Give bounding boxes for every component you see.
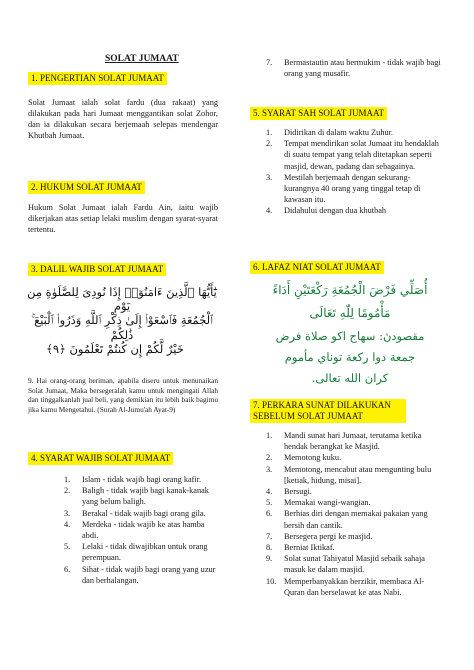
list-item-text: Didahului dengan dua khutbah — [284, 206, 387, 216]
quran-verse-line-1: يَٰٓأَيُّهَا ٱلَّذِينَ ءَامَنُوٓا۟ إِذَا نُودِىَ لِلصَّلَوٰةِ مِن يَوْمِ — [27, 285, 217, 313]
list-item-text: Berniat Iktikaf. — [284, 543, 335, 553]
list-item — [266, 57, 444, 79]
list-item — [266, 430, 444, 452]
list-item-number: 4. — [266, 487, 273, 497]
list-item-number: 2. — [266, 139, 273, 149]
section-heading-2: 2. HUKUM SOLAT JUMAAT — [28, 181, 145, 194]
list-item-number: 5. — [64, 542, 71, 552]
list-item-text: Berhias diri dengan memakai pakaian yang bersih dan cantik. — [284, 509, 428, 530]
niat-jawi-line-1: مقصودڽ: سهاج اکو صلاة فرض — [275, 329, 425, 343]
list-item-text: Memakai wangi-wangian. — [284, 498, 371, 508]
list-item-number: 1. — [266, 431, 273, 440]
list-item-text: Didirikan di dalam waktu Zuhur. — [284, 128, 393, 137]
list-item — [266, 531, 444, 542]
list-item — [266, 576, 444, 598]
list-item — [266, 452, 444, 463]
list-item-number: 3. — [64, 508, 71, 518]
list-item — [266, 486, 444, 497]
list-item-number: 7. — [266, 531, 273, 541]
list-item-number: 5. — [266, 498, 273, 508]
syarat-sah-list — [266, 127, 444, 217]
list-item-number: 1. — [266, 128, 273, 137]
perkara-sunat-list — [266, 430, 444, 598]
list-item — [64, 519, 218, 541]
section-heading-1: 1. PENGERTIAN SOLAT JUMAAT — [28, 72, 167, 85]
section-heading-6: 6. LAFAZ NIAT SOLAT JUMAAT — [250, 261, 384, 274]
list-item-number: 4. — [64, 519, 71, 529]
list-item-number: 6. — [64, 564, 71, 574]
list-item — [266, 127, 444, 138]
list-item — [266, 138, 444, 172]
list-item-number: 2. — [64, 486, 71, 496]
niat-jawi-line-2: جمعة دوا رکعة توناي مأموم — [284, 350, 416, 364]
list-item-number: 2. — [266, 453, 273, 463]
list-item-number: 3. — [266, 464, 273, 474]
list-item — [64, 508, 218, 519]
list-item-number: 1. — [64, 475, 71, 484]
list-item — [266, 542, 444, 553]
list-item-number: 10. — [266, 576, 277, 586]
list-item — [266, 205, 444, 216]
quran-verse-line-2: ٱلْجُمُعَةِ فَٱسْعَوْا۟ إِلَىٰ ذِكْرِ ٱللَّهِ وَذَرُوا۟ ٱلْبَيْعَ ۚ ذَٰلِكُمْ — [31, 313, 213, 342]
list-item — [64, 474, 218, 485]
list-item — [266, 172, 444, 206]
section-1-text: Solat Jumaat ialah solat fardu (dua rakaat) yang dilakukan pada hari Jumaat menggantikan solat Zohor, dan ia dilakukan secara berjemaah selepas mendengar Khutbah Jumaat. — [28, 98, 218, 140]
list-item-text: Berakal - tidak wajib bagi orang gila. — [82, 508, 206, 518]
niat-jawi-line-3: کران الله تعالى. — [311, 371, 389, 385]
list-item — [266, 553, 444, 575]
list-item-text: Bermastautin atau bermukim - tidak wajib bagi orang yang musafir. — [284, 58, 441, 79]
list-item-text: Solat sunat Tahiyatul Masjid sebaik sahaja masuk ke dalam masjid. — [284, 554, 425, 575]
list-item — [266, 464, 444, 486]
niat-arabic-line-2: مَأْمُومًا لِلّٰهِ تَعَالَى — [309, 306, 391, 320]
section-heading-5: 5. SYARAT SAH SOLAT JUMAAT — [250, 107, 387, 120]
list-item-number: 6. — [266, 509, 273, 519]
section-heading-4: 4. SYARAT WAJIB SOLAT JUMAAT — [28, 452, 173, 465]
section-heading-7: 7. PERKARA SUNAT DILAKUKAN SEBELUM SOLAT JUMAAT — [250, 399, 406, 423]
list-item-text: Lelaki - tidak diwajibkan untuk orang perempuan. — [82, 542, 208, 563]
list-item — [266, 497, 444, 508]
list-item-text: Baligh - tidak wajib bagi kanak-kanak yang belum baligh. — [82, 486, 209, 507]
list-item-text: Islam - tidak wajib bagi orang kafir. — [82, 475, 202, 484]
list-item — [266, 508, 444, 530]
list-item — [64, 541, 218, 563]
section-heading-3: 3. DALIL WAJIB SOLAT JUMAAT — [28, 263, 166, 276]
list-item-text: Mestilah berjemaah dengan sekurang-kurangnya 40 orang yang tinggal tetap di kawasan itu. — [284, 172, 421, 205]
list-item-number: 8. — [266, 543, 273, 553]
section-2-text: Hukum Solat Jumaat ialah Fardu Ain, iaitu wajib dikerjakan atas setiap lelaki muslim dengan syarat-syarat tertentu. — [28, 203, 218, 234]
list-item-number: 4. — [266, 206, 273, 216]
list-item-text: Memotong kuku. — [284, 453, 342, 463]
list-item-number: 9. — [266, 554, 273, 564]
niat-arabic-line-1: أُصَلِّي فَرْضَ الْجُمُعَةِ رَكْعَتَيْنِ أَدَاءً — [272, 283, 428, 297]
list-item-text: Tempat mendirikan solat Jumaat itu hendaklah di suatu tempat yang telah ditetapkan seperti masjid, dewan, padang dan sebagainya. — [284, 139, 439, 171]
page-title: SOLAT JUMAAT — [105, 54, 179, 64]
list-item — [64, 564, 218, 586]
list-item-number: 7. — [266, 58, 273, 67]
list-item-text: Bersegera pergi ke masjid. — [284, 531, 373, 541]
list-item-number: 3. — [266, 172, 273, 182]
list-item-text: Memperbanyakkan berzikir, membaca Al-Quran dan berselawat ke atas Nabi. — [284, 576, 425, 597]
syarat-wajib-list — [64, 474, 218, 586]
list-item-text: Memotong, mencabut atau mengunting bulu [ketiak, hidung, misai]. — [284, 464, 432, 485]
quran-verse-line-3: خَيْرٌ لَّكُمْ إِن كُنتُمْ تَعْلَمُونَ ﴿٩﴾ — [46, 342, 184, 356]
list-item — [64, 485, 218, 507]
verse-translation: 9. Hai orang-orang beriman, apabila diseru untuk menunaikan Solat Jumaat, Maka bersegeralah kamu untuk mengingati Allah dan tinggalkanlah jual beli, yang demikian itu lebih baik bagimu jika kamu Mengetahui. (Surah Al-Jumu'ah Ayat-9) — [28, 376, 218, 414]
list-item-text: Bersugi. — [284, 487, 312, 497]
list-item-text: Merdeka - tidak wajib ke atas hamba abdi. — [82, 519, 205, 541]
list-item-text: Sihat - tidak wajib bagi orang yang uzur dan berhalangan. — [82, 564, 216, 585]
syarat-wajib-list-continued — [266, 57, 444, 79]
list-item-text: Mandi sunat hari Jumaat, terutama ketika hendak berangkat ke Masjid. — [284, 431, 422, 452]
